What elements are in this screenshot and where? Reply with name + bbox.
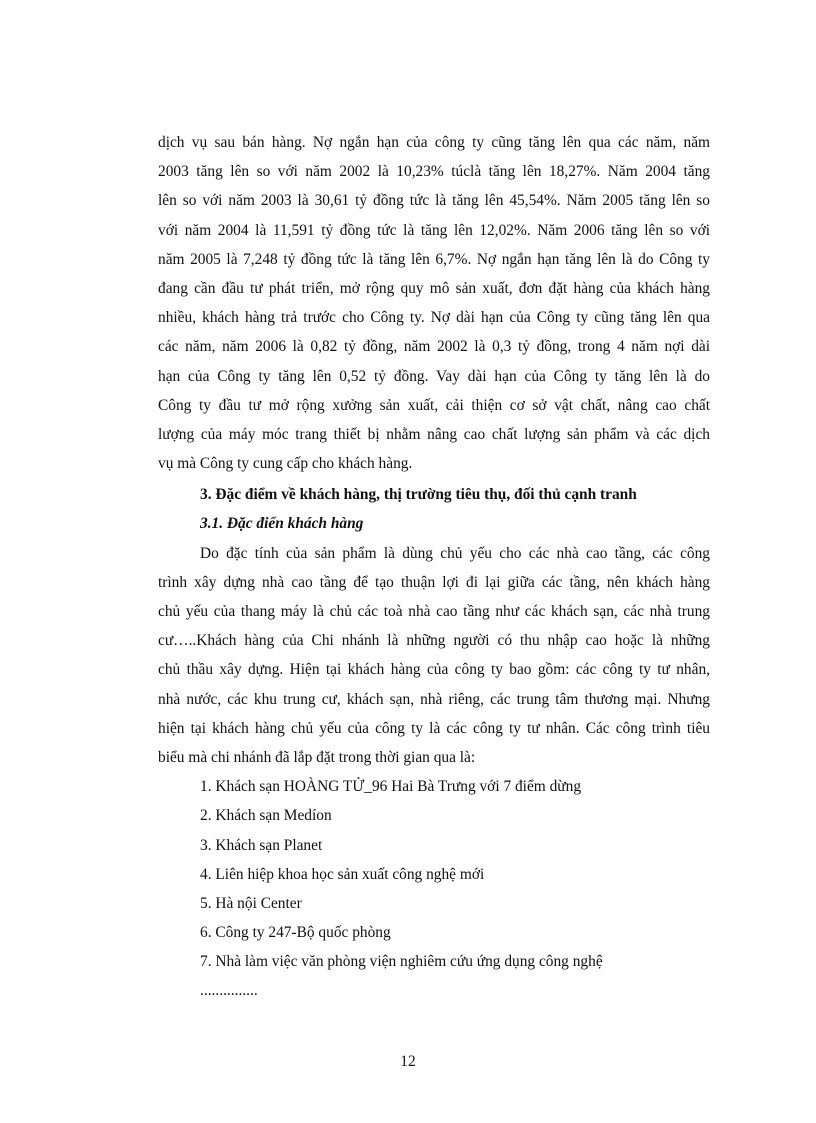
paragraph-line: trình xây dựng nhà cao tầng để tạo thuận lợi đi lại giữa các tầng, nên khách hàng — [158, 573, 710, 591]
list-item: 3. Khách sạn Planet — [200, 836, 323, 854]
paragraph-line: năm 2005 là 7,248 tỷ đồng tức là tăng lên 6,7%. Nợ ngắn hạn tăng lên là do Công ty — [158, 250, 710, 268]
list-item: 5. Hà nội Center — [200, 894, 302, 912]
paragraph-line: vụ mà Công ty cung cấp cho khách hàng. — [158, 455, 413, 473]
list-item-ellipsis: ............... — [200, 982, 258, 1000]
paragraph-line: Do đặc tính của sản phẩm là dùng chủ yếu cho các nhà cao tầng, các công — [200, 544, 710, 562]
list-item: 4. Liên hiệp khoa học sản xuất công nghệ mới — [200, 865, 485, 883]
document-page — [158, 128, 710, 1006]
list-item: 1. Khách sạn HOÀNG TỬ_96 Hai Bà Trưng với 7 điểm dừng — [200, 778, 582, 796]
paragraph-line: nhà nước, các khu trung cư, khách sạn, nhà riêng, các trung tâm thương mại. Nhưng — [158, 690, 710, 708]
page-number: 12 — [400, 1053, 416, 1070]
paragraph-line: lượng của máy móc trang thiết bị nhằm nâng cao chất lượng sản phẩm và các dịch — [158, 425, 710, 443]
paragraph-line: hiện tại khách hàng chủ yếu của công ty là các công ty tư nhân. Các công trình tiêu — [158, 719, 710, 737]
paragraph-line: dịch vụ sau bán hàng. Nợ ngắn hạn của công ty cũng tăng lên qua các năm, năm — [158, 134, 710, 151]
subsection-heading: 3.1. Đặc điển khách hàng — [200, 515, 364, 533]
list-item: 2. Khách sạn Medíon — [200, 807, 332, 825]
paragraph-line: lên so với năm 2003 là 30,61 tỷ đồng tức là tăng lên 45,54%. Năm 2005 tăng lên so — [158, 192, 710, 210]
list-item: 7. Nhà làm việc văn phòng viện nghiêm cứu ứng dụng công nghệ — [200, 953, 603, 971]
project-list — [158, 772, 710, 1006]
paragraph-line: 2003 tăng lên so với năm 2002 là 10,23% túclà tăng lên 18,27%. Năm 2004 tăng — [158, 163, 710, 181]
paragraph-line: đang cần đầu tư phát triển, mở rộng quy mô sản xuất, đơn đặt hàng của khách hàng — [158, 279, 710, 297]
paragraph-line: chủ yếu của thang máy là chủ các toà nhà cao tầng như các khách sạn, các nhà trung — [158, 603, 710, 620]
paragraph-line: chủ thầu xây dựng. Hiện tại khách hàng của công ty bao gồm: các công ty tư nhân, — [158, 661, 710, 679]
section-heading: 3. Đặc điểm về khách hàng, thị trường tiêu thụ, đối thủ cạnh tranh — [200, 486, 637, 504]
paragraph-line: nhiều, khách hàng trả trước cho Công ty. Nợ dài hạn của Công ty cũng tăng lên qua — [158, 309, 710, 327]
paragraph-line: các năm, năm 2006 là 0,82 tỷ đồng, năm 2002 là 0,3 tỷ đồng, trong 4 năm nợi dài — [158, 338, 710, 356]
paragraph-line: hạn của Công ty tăng lên 0,52 tỷ đồng. Vay dài hạn của Công ty tăng lên là do — [158, 367, 710, 385]
paragraph-customer-characteristics — [158, 539, 710, 773]
paragraph-line: cư…..Khách hàng của Chi nhánh là những người có thu nhập cao hoặc là những — [158, 632, 710, 650]
paragraph-line: Công ty đầu tư mở rộng xưởng sản xuất, cải thiện cơ sở vật chất, nâng cao chất — [158, 396, 710, 414]
paragraph-line: với năm 2004 là 11,591 tỷ đồng tức là tăng lên 12,02%. Năm 2006 tăng lên so với — [158, 221, 710, 239]
paragraph-line: biểu mà chi nhánh đã lắp đặt trong thời gian qua là: — [158, 748, 476, 766]
list-item: 6. Công ty 247-Bộ quốc phòng — [200, 924, 391, 942]
paragraph-debt-analysis — [158, 128, 710, 478]
